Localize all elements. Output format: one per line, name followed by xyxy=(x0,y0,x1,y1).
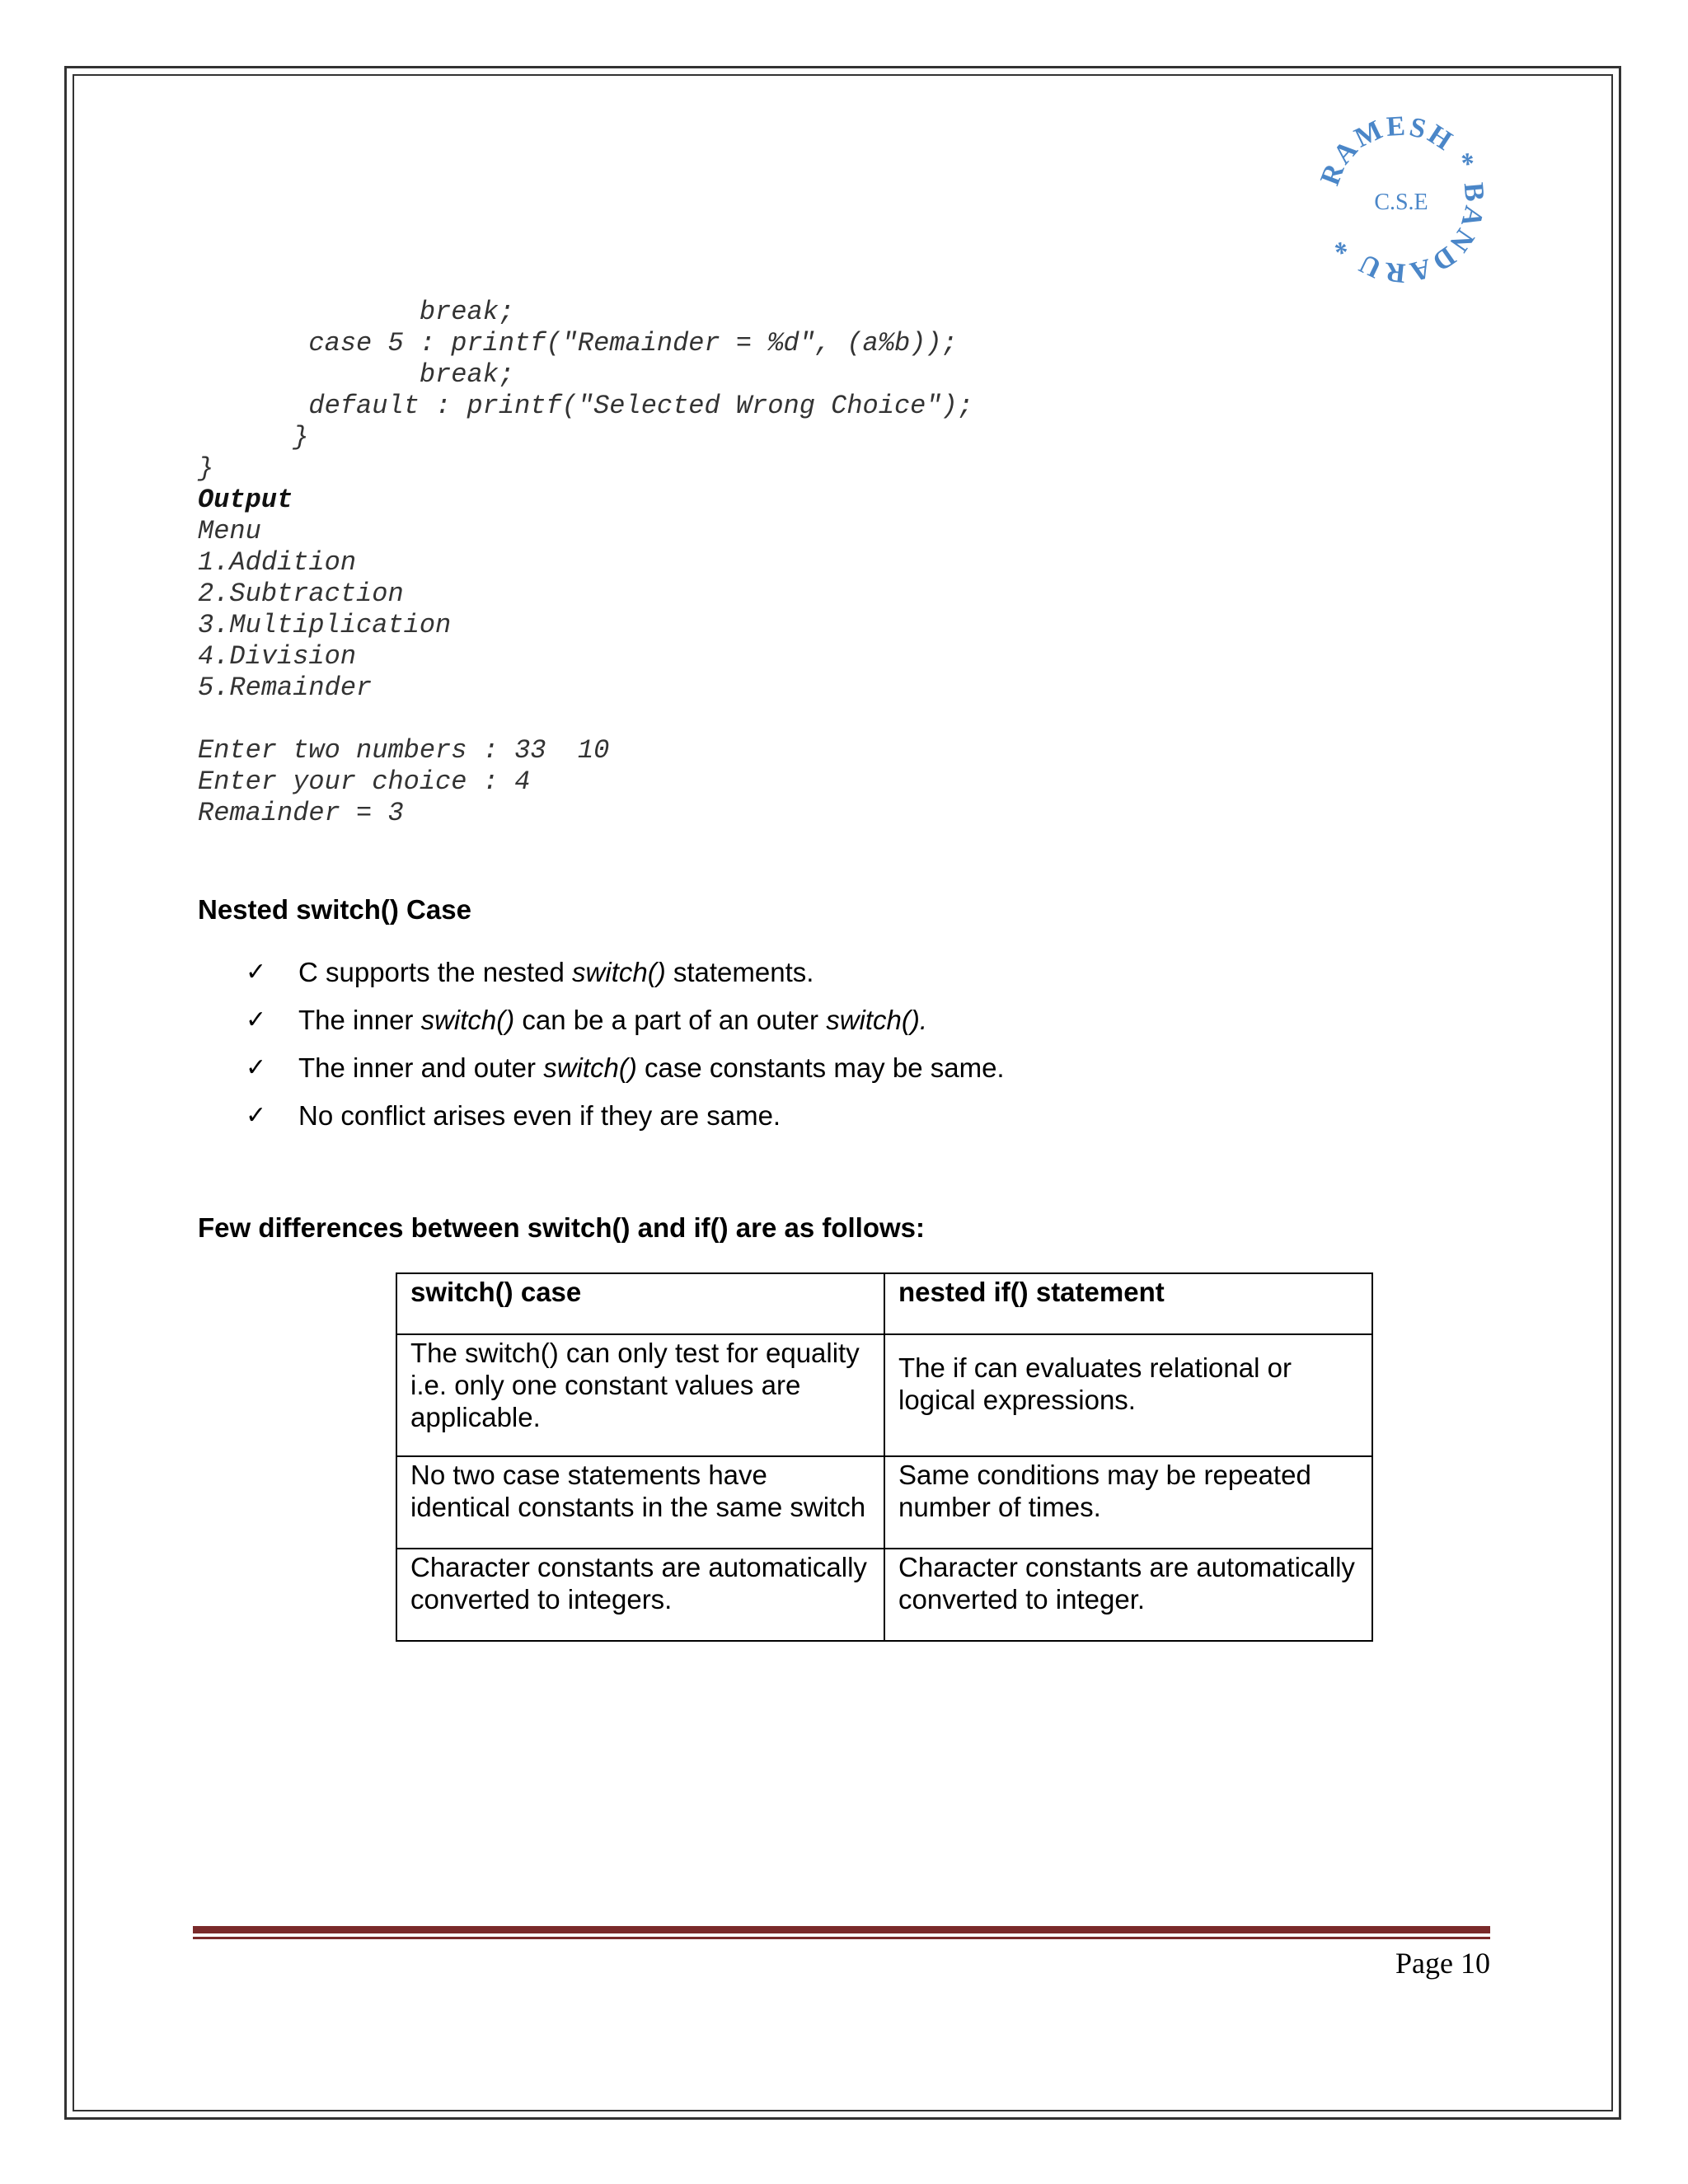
list-item: ✓ The inner switch() can be a part of an outer switch(). xyxy=(246,1005,928,1035)
output-listing xyxy=(198,516,609,829)
checkmark-icon: ✓ xyxy=(246,958,267,987)
table-row xyxy=(396,1549,1372,1641)
list-item: ✓ No conflict arises even if they are same. xyxy=(246,1100,781,1131)
section-heading-nested-switch: Nested switch() Case xyxy=(198,894,471,925)
output-line: Menu xyxy=(198,516,261,546)
table-row xyxy=(396,1456,1372,1549)
table-cell: No two case statements have identical constants in the same switch xyxy=(396,1456,884,1549)
output-line: 4.Division xyxy=(198,641,357,672)
stamp-center-text: C.S.E xyxy=(1374,190,1428,215)
list-item: ✓ The inner and outer switch() case constants may be same. xyxy=(246,1052,1005,1083)
code-line: break; xyxy=(198,359,515,390)
footer-rule xyxy=(193,1926,1490,1933)
code-listing xyxy=(198,297,973,485)
output-line: 5.Remainder xyxy=(198,673,373,703)
table-row xyxy=(396,1334,1372,1456)
comparison-table xyxy=(396,1272,1373,1642)
code-line: } xyxy=(198,422,309,452)
table-cell-text: The if can evaluates relational or logical expressions. xyxy=(898,1352,1292,1415)
table-cell: The switch() can only test for equality i.e. only one constant values are applicable. xyxy=(396,1334,884,1456)
nested-switch-bullet-list xyxy=(246,956,1005,1147)
output-line: 3.Multiplication xyxy=(198,610,452,640)
code-line: case 5 : printf("Remainder = %d", (a%b)); xyxy=(198,328,958,359)
list-item: ✓ C supports the nested switch() statements. xyxy=(246,957,814,987)
output-line: 2.Subtraction xyxy=(198,579,404,609)
checkmark-icon: ✓ xyxy=(246,1005,267,1034)
table-cell xyxy=(884,1334,1372,1456)
section-heading-differences: Few differences between switch() and if() are as follows: xyxy=(198,1212,926,1243)
output-line: Enter two numbers : 33 10 xyxy=(198,735,610,766)
author-stamp-logo xyxy=(1311,109,1492,290)
table-header-row xyxy=(396,1273,1372,1334)
output-title: Output xyxy=(198,485,293,515)
checkmark-icon: ✓ xyxy=(246,1101,267,1130)
table-header-cell: nested if() statement xyxy=(884,1273,1372,1334)
output-line: Remainder = 3 xyxy=(198,798,404,828)
output-line: Enter your choice : 4 xyxy=(198,766,531,797)
code-line: default : printf("Selected Wrong Choice"); xyxy=(198,391,973,421)
output-line: 1.Addition xyxy=(198,547,357,578)
page-number: Page 10 xyxy=(1395,1947,1490,1980)
checkmark-icon: ✓ xyxy=(246,1053,267,1082)
table-cell: Character constants are automatically converted to integer. xyxy=(884,1549,1372,1641)
table-cell: Same conditions may be repeated number of times. xyxy=(884,1456,1372,1549)
table-cell: Character constants are automatically converted to integers. xyxy=(396,1549,884,1641)
code-line: } xyxy=(198,453,214,484)
code-line: break; xyxy=(198,297,515,327)
footer-rule-thin xyxy=(193,1937,1490,1939)
output-line xyxy=(198,704,609,735)
stamp-ring-text: RAMESH * BANDARU * xyxy=(1315,110,1490,288)
table-header-cell: switch() case xyxy=(396,1273,884,1334)
